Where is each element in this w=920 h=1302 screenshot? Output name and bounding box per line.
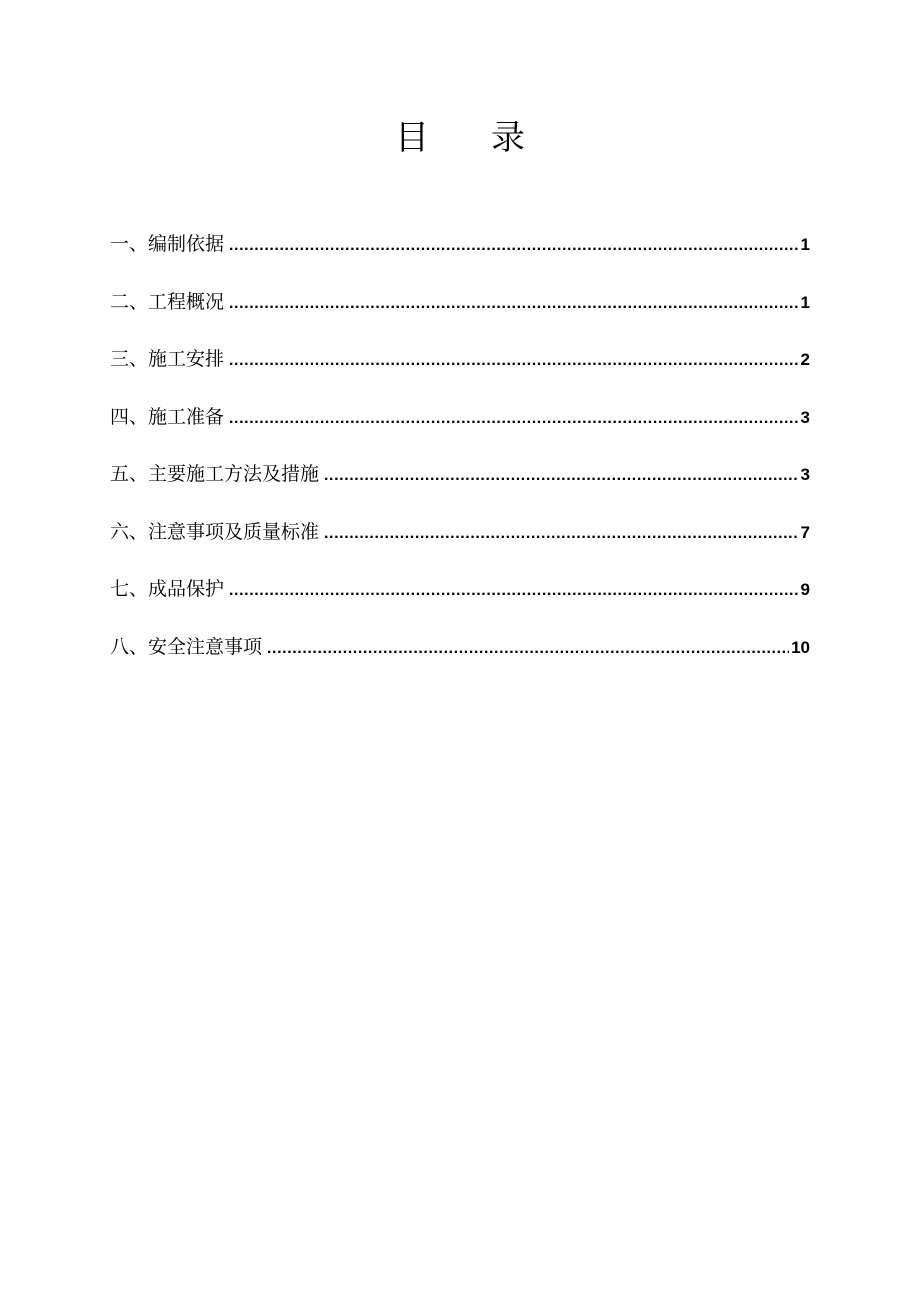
toc-entry-label: 七、成品保护 (110, 578, 225, 600)
toc-page-number: 2 (800, 350, 810, 369)
toc-dot-leader (229, 397, 799, 441)
toc-dot-leader (229, 224, 799, 268)
toc-page-number: 1 (800, 292, 810, 312)
toc-dot-leader (229, 282, 799, 326)
title-char-mu: 目 (395, 118, 429, 158)
toc-dot-leader (324, 454, 799, 498)
toc-dot-leader (229, 569, 799, 613)
toc-entry-label: 一、编制依据 (110, 233, 225, 255)
toc-entry-1[interactable] (110, 222, 810, 280)
toc-entry-label: 八、安全注意事项 (110, 635, 263, 658)
toc-entry-label: 四、施工准备 (110, 405, 225, 428)
toc-page-number: 3 (800, 465, 810, 484)
toc-entry-6[interactable] (110, 510, 810, 568)
toc-entry-7[interactable] (110, 567, 810, 625)
toc-page-number: 10 (791, 637, 810, 657)
toc-dot-leader (324, 512, 799, 556)
toc-dot-leader (267, 627, 789, 671)
toc-entry-5[interactable] (110, 452, 810, 510)
toc-entry-label: 三、施工安排 (110, 348, 225, 370)
toc-entry-label: 五、主要施工方法及措施 (110, 463, 320, 485)
toc-page-number: 1 (800, 235, 810, 254)
page-title (0, 112, 920, 164)
toc-entry-2[interactable] (110, 280, 810, 338)
toc-entry-8[interactable] (110, 625, 810, 683)
title-char-lu: 录 (491, 118, 525, 158)
table-of-contents (110, 222, 810, 682)
toc-page-number: 3 (800, 407, 810, 427)
toc-page-number: 9 (800, 580, 810, 599)
toc-page-number: 7 (800, 522, 810, 542)
toc-entry-3[interactable] (110, 337, 810, 395)
toc-dot-leader (229, 339, 799, 383)
toc-entry-4[interactable] (110, 395, 810, 453)
toc-entry-label: 六、注意事项及质量标准 (110, 520, 320, 543)
toc-entry-label: 二、工程概况 (110, 290, 225, 313)
